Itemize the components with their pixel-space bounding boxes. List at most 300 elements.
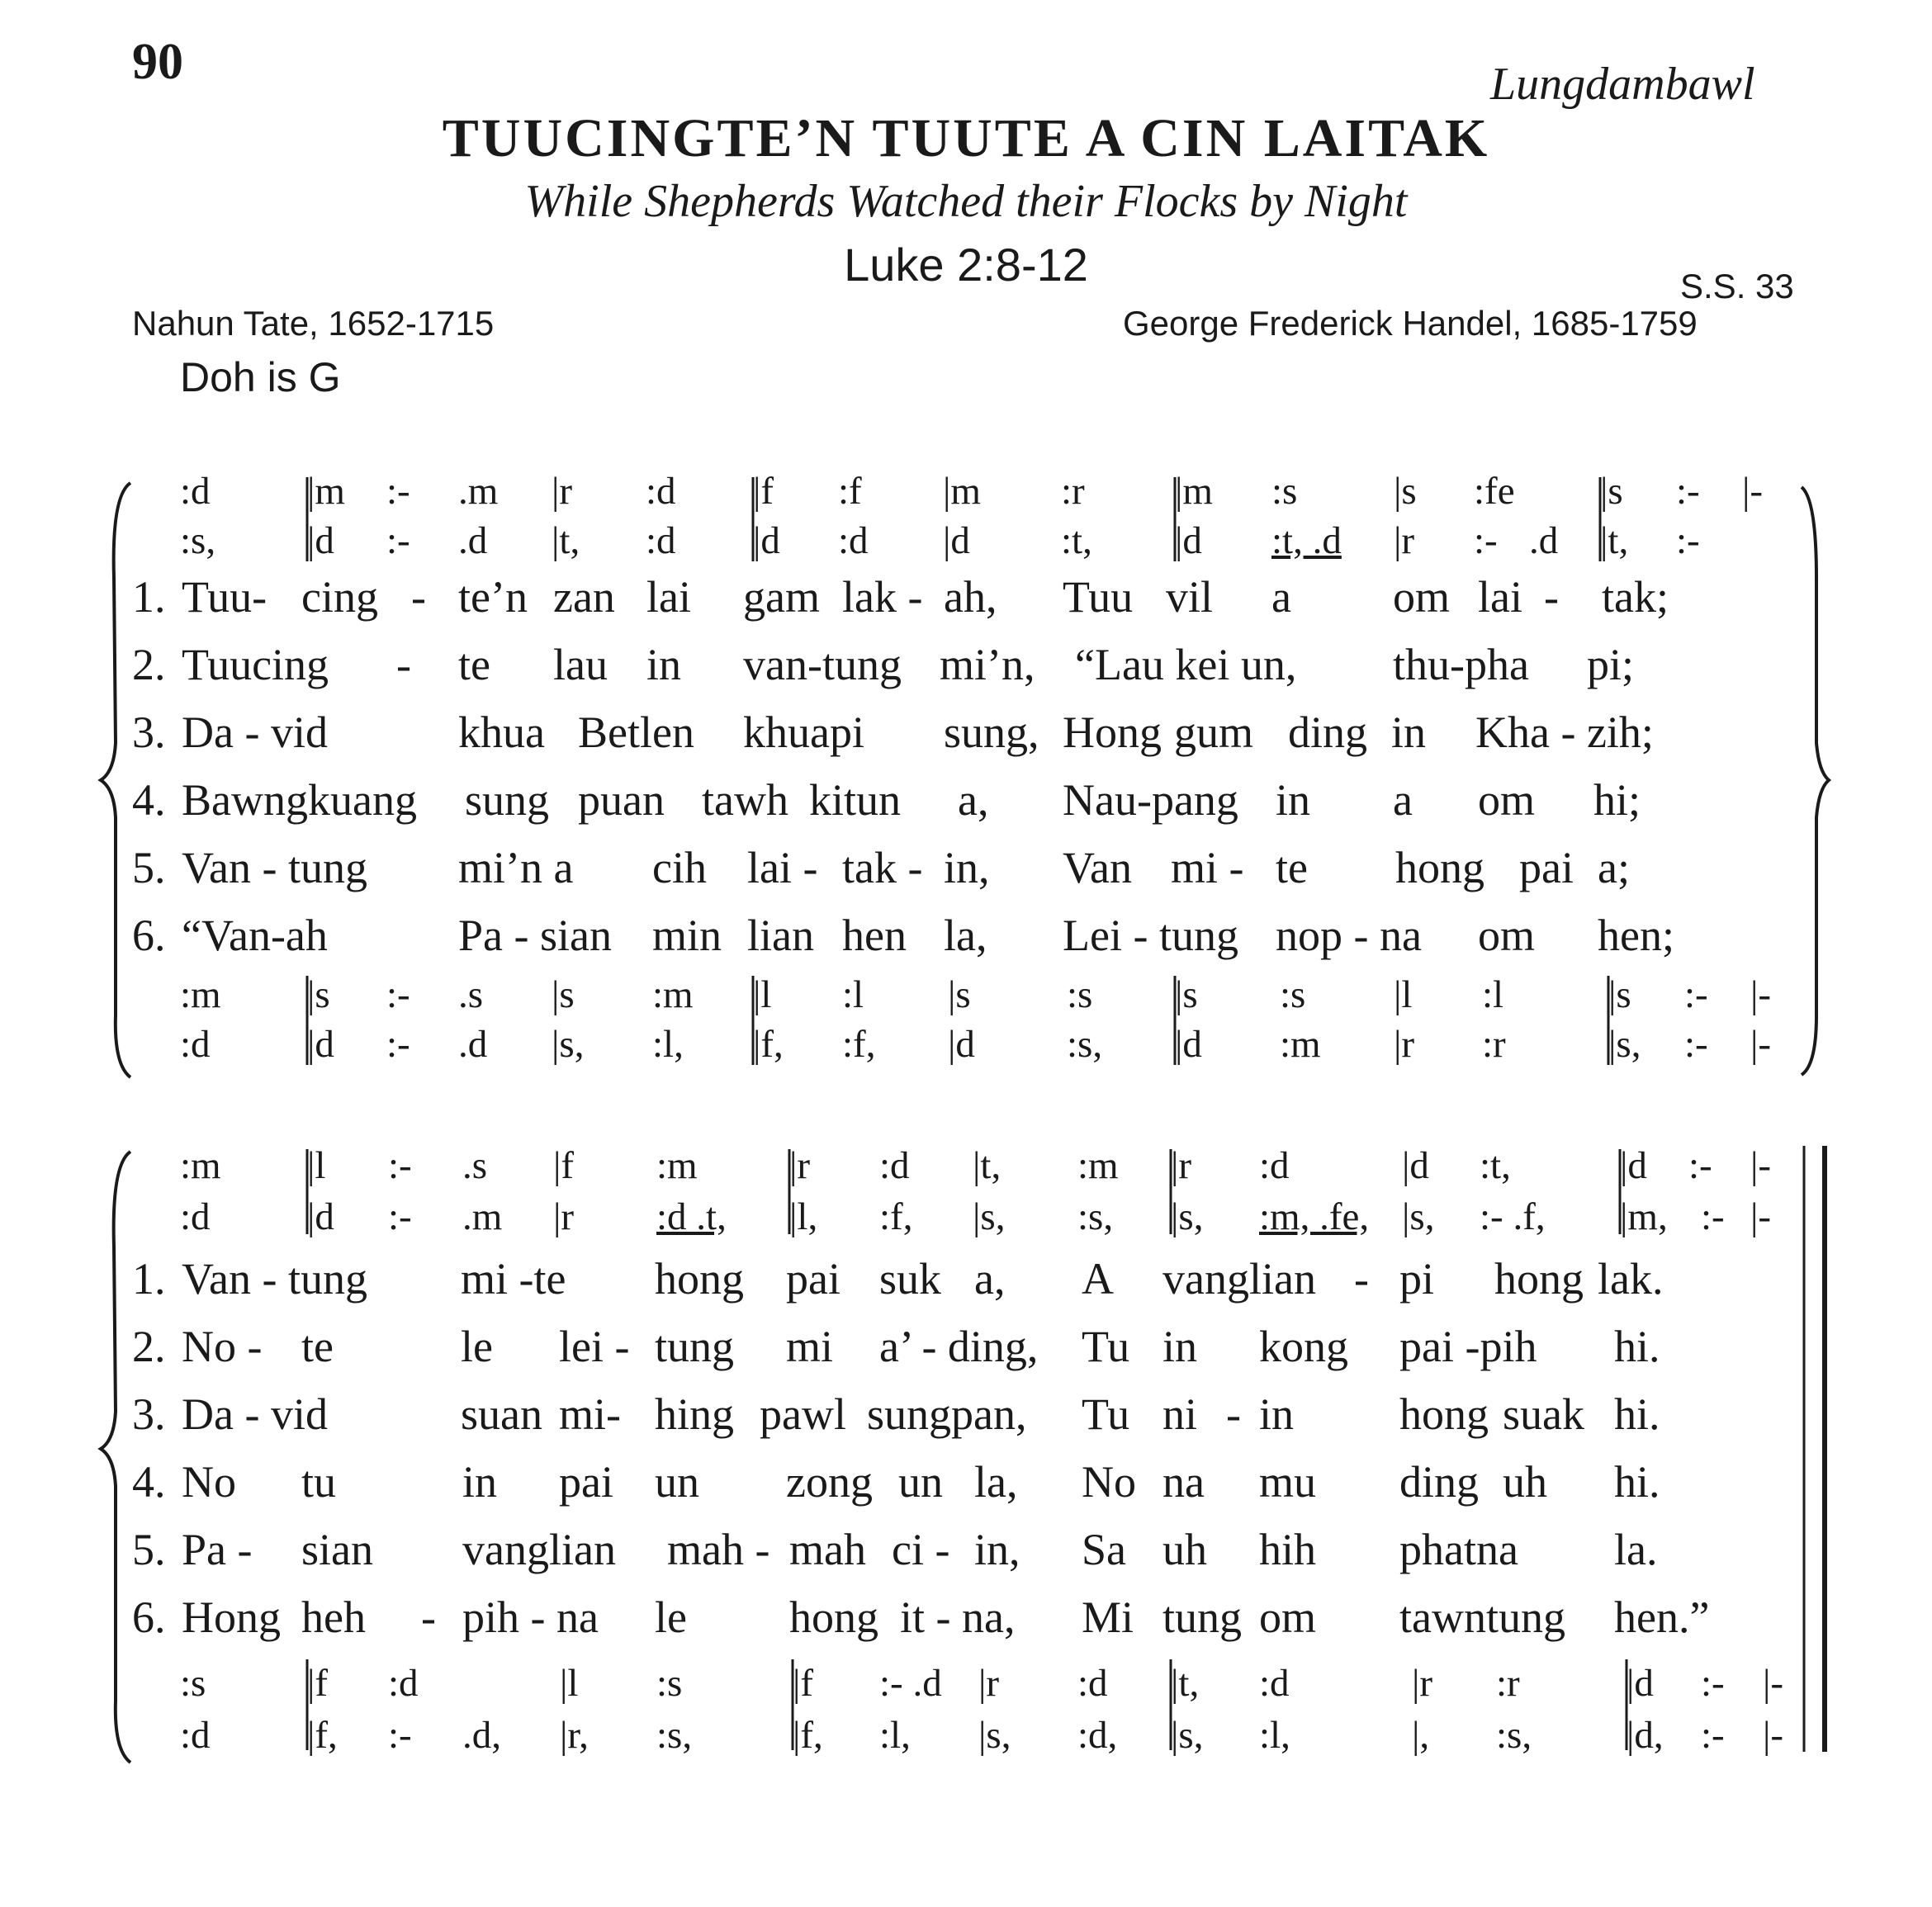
note: |t, <box>552 519 580 562</box>
lyric-word: cih <box>652 843 707 892</box>
note: |r <box>789 1144 811 1187</box>
note: :- <box>388 1195 412 1238</box>
note: :- <box>1701 1195 1725 1238</box>
note: |l <box>560 1662 579 1705</box>
lyric-word: min <box>652 911 722 960</box>
note: |s, <box>1171 1714 1204 1757</box>
lyric-word: mu <box>1259 1457 1317 1507</box>
lyric-word: pai <box>786 1254 841 1304</box>
note: |s, <box>552 1023 585 1066</box>
note: |r <box>553 1195 575 1238</box>
lyric-word: it - na, <box>900 1592 1016 1642</box>
lyric-word: tawh <box>702 775 788 825</box>
lyric-word: vil <box>1166 572 1214 622</box>
lyric-word: a, <box>958 775 989 825</box>
note: |s, <box>1608 1023 1641 1066</box>
note: |s <box>1608 973 1631 1016</box>
lyric-word: mi -te <box>461 1254 566 1304</box>
lyric-word: lai - <box>747 843 818 892</box>
lyric-word: sian <box>301 1525 373 1574</box>
note: :- <box>1676 519 1700 562</box>
right-brace-system1 <box>1802 487 1829 1075</box>
lyric-word: la. <box>1614 1525 1658 1574</box>
lyric-word: ding <box>1288 707 1368 757</box>
lyric-word: pi; <box>1587 640 1635 689</box>
note: :- <box>1684 1023 1708 1066</box>
note: :f, <box>842 1023 876 1066</box>
note: :s, <box>656 1714 693 1757</box>
note: :d .t, <box>656 1195 727 1238</box>
note: :- <box>386 470 410 513</box>
lyric-word: “Van-ah <box>182 911 328 960</box>
lyric-word: om <box>1259 1592 1317 1642</box>
lyric-word: zan <box>553 572 615 622</box>
lyric-word: tu <box>301 1457 337 1507</box>
lyric-word: le <box>461 1322 493 1371</box>
note: :d <box>180 1195 211 1238</box>
lyric-word: ni <box>1163 1389 1198 1439</box>
lyric-word: ah, <box>944 572 997 622</box>
note: :- .f, <box>1480 1195 1546 1238</box>
lyric-word: Da - vid <box>182 1389 328 1439</box>
note: |s <box>552 973 575 1016</box>
note: :- <box>388 1714 412 1757</box>
note: |d <box>307 1195 334 1238</box>
lyric-word: khua <box>458 707 545 757</box>
note: |s, <box>1402 1195 1435 1238</box>
lyric-word: zong <box>786 1457 873 1507</box>
left-brace-system2 <box>101 1152 130 1763</box>
note: :f, <box>879 1195 913 1238</box>
note: |, <box>1412 1714 1430 1757</box>
lyric-word: - <box>396 640 411 689</box>
lyric-word: lai <box>1478 572 1522 622</box>
lyric-word: Hong <box>1063 707 1162 757</box>
note: |d <box>307 519 334 562</box>
lyric-word: in <box>462 1457 498 1507</box>
note: |l <box>753 973 772 1016</box>
lyric-word: a <box>1271 572 1291 622</box>
lyric-word: nop - na <box>1276 911 1422 960</box>
lyric-word: pih - na <box>462 1592 599 1642</box>
note: |s <box>948 973 971 1016</box>
lyric-word: Bawngkuang <box>182 775 417 825</box>
lyric-word: te <box>1276 843 1308 892</box>
lyric-word: om <box>1478 775 1536 825</box>
lyric-word: la, <box>944 911 987 960</box>
note: :- <box>386 519 410 562</box>
note: |r <box>1171 1144 1192 1187</box>
lyric-word: Lei - tung <box>1063 911 1238 960</box>
verse-number: 5. <box>132 843 166 892</box>
verse-number: 5. <box>132 1525 166 1574</box>
note: |- <box>1750 1144 1772 1187</box>
note: .m <box>458 470 499 513</box>
lyric-word: hing <box>655 1389 735 1439</box>
lyric-word: in <box>1259 1389 1295 1439</box>
note: |- <box>1763 1662 1784 1705</box>
lyric-word: lai <box>646 572 691 622</box>
lyric-word: uh <box>1163 1525 1207 1574</box>
lyric-word: Van - tung <box>182 843 367 892</box>
lyric-word: No - <box>182 1322 263 1371</box>
note: :- .d <box>879 1662 942 1705</box>
lyric-word: - <box>1544 572 1559 622</box>
note: :- <box>1688 1144 1712 1187</box>
note: :s, <box>1067 1023 1103 1066</box>
lyric-word: om <box>1393 572 1451 622</box>
note: |s, <box>978 1714 1011 1757</box>
lyric-word: Mi <box>1082 1592 1134 1642</box>
composer: George Frederick Handel, 1685-1759 <box>1123 304 1698 343</box>
lyric-word: a’ - ding, <box>879 1322 1039 1371</box>
lyric-word: hen <box>842 911 907 960</box>
note: :r <box>1061 470 1085 513</box>
lyric-word: van-tung <box>743 640 902 689</box>
note: |- <box>1750 1023 1772 1066</box>
lyric-word: sung, <box>944 707 1039 757</box>
note: :t, .d <box>1271 519 1342 562</box>
lyric-word: kong <box>1259 1322 1348 1371</box>
lyric-word: Tu <box>1082 1322 1130 1371</box>
note: :s, <box>1077 1195 1114 1238</box>
note: :m <box>656 1144 698 1187</box>
scripture-reference: Luke 2:8-12 <box>844 239 1088 291</box>
lyric-word: hi. <box>1614 1322 1660 1371</box>
note: :d <box>180 1023 211 1066</box>
lyric-word: in <box>1163 1322 1198 1371</box>
verse-number: 2. <box>132 1322 166 1371</box>
left-brace-system1 <box>101 483 130 1077</box>
lyric-word: hong <box>1494 1254 1584 1304</box>
verse-number: 2. <box>132 640 166 689</box>
note: :m, .fe, <box>1259 1195 1370 1238</box>
lyric-word: mah - <box>667 1525 770 1574</box>
lyric-word: mi’n a <box>458 843 574 892</box>
note: :d <box>646 519 676 562</box>
lyric-word: vanglian <box>1163 1254 1316 1304</box>
lyric-word: Betlen <box>578 707 694 757</box>
note: .d <box>1529 519 1559 562</box>
verse-number: 4. <box>132 775 166 825</box>
lyric-word: No <box>1082 1457 1136 1507</box>
lyric-word: tung <box>655 1322 735 1371</box>
lyric-word: mi - <box>1171 843 1244 892</box>
lyric-word: in, <box>944 843 990 892</box>
lyric-word: ding <box>1399 1457 1480 1507</box>
lyric-word: la, <box>974 1457 1018 1507</box>
lyric-word: pi <box>1399 1254 1435 1304</box>
note: :f <box>838 470 862 513</box>
lyric-word: phatna <box>1399 1525 1518 1574</box>
lyric-word: heh <box>301 1592 366 1642</box>
lyric-word: hi; <box>1593 775 1641 825</box>
note: |m, <box>1620 1195 1668 1238</box>
note: |d <box>307 1023 334 1066</box>
verse-number: 3. <box>132 707 166 757</box>
note: |f, <box>307 1714 338 1757</box>
note: :l <box>842 973 864 1016</box>
lyric-word: - <box>1226 1389 1241 1439</box>
note: |s <box>1175 973 1198 1016</box>
note: |s <box>1394 470 1417 513</box>
lyric-word: Pa - <box>182 1525 253 1574</box>
lyric-word: lau <box>553 640 608 689</box>
note: |d <box>753 519 780 562</box>
note: :l, <box>879 1714 911 1757</box>
hymn-category: Lungdambawl <box>1490 59 1755 110</box>
note: :m <box>1280 1023 1321 1066</box>
key-signature: Doh is G <box>180 354 341 400</box>
lyric-word: hong <box>1395 843 1485 892</box>
lyric-word: - <box>1354 1254 1369 1304</box>
note: :- <box>1701 1662 1725 1705</box>
note: |r <box>552 470 573 513</box>
note: |r <box>1394 519 1415 562</box>
lyric-word: cing <box>301 572 378 622</box>
note: |r <box>1394 1023 1415 1066</box>
note: :s <box>180 1662 206 1705</box>
lyric-word: hih <box>1259 1525 1317 1574</box>
verse-number: 4. <box>132 1457 166 1507</box>
note: :fe <box>1474 470 1515 513</box>
note: .s <box>462 1144 488 1187</box>
note: :l, <box>652 1023 684 1066</box>
lyric-word: Tuucing <box>182 640 329 689</box>
note: :m <box>180 973 221 1016</box>
note: |f <box>553 1144 575 1187</box>
note: |- <box>1763 1714 1784 1757</box>
lyric-word: in <box>1391 707 1427 757</box>
note: :d <box>388 1662 419 1705</box>
lyric-word: Pa - sian <box>458 911 612 960</box>
note: :d <box>180 1714 211 1757</box>
note: :- <box>386 973 410 1016</box>
note: |s, <box>973 1195 1006 1238</box>
note: |d <box>948 1023 975 1066</box>
lyric-word: mah <box>789 1525 866 1574</box>
lyric-word: hi. <box>1614 1389 1660 1439</box>
lyric-word: suak <box>1503 1389 1584 1439</box>
lyric-word: puan <box>578 775 665 825</box>
lyric-word: hong <box>789 1592 878 1642</box>
note: |- <box>1742 470 1764 513</box>
lyric-word: sungpan, <box>867 1389 1027 1439</box>
note: |t, <box>973 1144 1002 1187</box>
note: :s <box>1280 973 1306 1016</box>
note: :- <box>1676 470 1700 513</box>
lyric-word: te <box>301 1322 334 1371</box>
lyric-word: tak - <box>842 843 923 892</box>
note: :d <box>838 519 869 562</box>
lyric-word: om <box>1478 911 1536 960</box>
note: |d <box>1620 1144 1647 1187</box>
note: |s, <box>1171 1195 1204 1238</box>
note: :d <box>1259 1662 1290 1705</box>
note: :s, <box>1496 1714 1532 1757</box>
lyric-word: - <box>411 572 426 622</box>
note: |- <box>1750 973 1772 1016</box>
note: :d <box>646 470 676 513</box>
note: |f, <box>793 1714 823 1757</box>
note: :r <box>1496 1662 1520 1705</box>
note: :s, <box>180 519 216 562</box>
note: :r <box>1482 1023 1506 1066</box>
note: |t, <box>1600 519 1629 562</box>
lyric-word: hong <box>1399 1389 1489 1439</box>
hymn-number: 90 <box>132 34 183 90</box>
note: :t, <box>1061 519 1092 562</box>
lyric-word: thu-pha <box>1393 640 1529 689</box>
lyric-word: a, <box>974 1254 1006 1304</box>
lyric-word: No <box>182 1457 236 1507</box>
lyric-word: pai <box>1519 843 1574 892</box>
lyric-word: mi- <box>559 1389 621 1439</box>
lyric-word: un <box>655 1457 699 1507</box>
lyric-word: a <box>1393 775 1413 825</box>
note: |m <box>1175 470 1213 513</box>
lyric-word: in <box>646 640 682 689</box>
lyric-word: lak - <box>842 572 923 622</box>
note: :d, <box>1077 1714 1118 1757</box>
lyric-word: hen; <box>1598 911 1674 960</box>
note: :d <box>879 1144 910 1187</box>
note: .m <box>462 1195 503 1238</box>
note: .d <box>458 1023 488 1066</box>
lyric-word: Van <box>1063 843 1132 892</box>
note: |l <box>307 1144 326 1187</box>
note: |d <box>1627 1662 1654 1705</box>
note: |f <box>793 1662 814 1705</box>
note: |- <box>1750 1195 1772 1238</box>
lyric-word: gam <box>743 572 820 622</box>
lyric-word: - <box>421 1592 436 1642</box>
lyric-word: vanglian <box>462 1525 616 1574</box>
lyric-word: Tuu <box>1063 572 1134 622</box>
lyric-word: Tuu- <box>182 572 268 622</box>
note: |d <box>1402 1144 1429 1187</box>
lyric-word: mi <box>786 1322 834 1371</box>
lyric-word: na <box>1163 1457 1205 1507</box>
lyric-word: gum <box>1174 707 1254 757</box>
note: |t, <box>1171 1662 1200 1705</box>
note: |f <box>307 1662 329 1705</box>
verse-number: 6. <box>132 1592 166 1642</box>
lyric-word: suk <box>879 1254 942 1304</box>
note: |m <box>307 470 345 513</box>
note: :m <box>1077 1144 1119 1187</box>
lyric-word: sung <box>465 775 550 825</box>
hymn-title: TUUCINGTE’N TUUTE A CIN LAITAK <box>442 108 1490 168</box>
lyric-word: Kha - zih; <box>1475 707 1654 757</box>
note: :- <box>1474 519 1498 562</box>
note: :d <box>1077 1662 1108 1705</box>
note: |l, <box>789 1195 818 1238</box>
note: |r <box>978 1662 1000 1705</box>
lyric-word: pai <box>559 1457 613 1507</box>
lyric-word: uh <box>1503 1457 1547 1507</box>
note: :s <box>1271 470 1298 513</box>
note: .s <box>458 973 484 1016</box>
note: :- <box>1684 973 1708 1016</box>
lyric-word: Da - vid <box>182 707 328 757</box>
note: |l <box>1394 973 1413 1016</box>
lyric-word: ci - <box>892 1525 950 1574</box>
lyric-word: Nau-pang <box>1063 775 1238 825</box>
note: |d <box>1175 1023 1202 1066</box>
lyric-word: mi’n, <box>940 640 1035 689</box>
note: :s <box>1067 973 1093 1016</box>
lyric-word: tung <box>1163 1592 1243 1642</box>
verse-number: 1. <box>132 572 166 622</box>
note: :l, <box>1259 1714 1290 1757</box>
lyric-word: le <box>655 1592 687 1642</box>
verse-number: 3. <box>132 1389 166 1439</box>
hymn-subtitle: While Shepherds Watched their Flocks by Night <box>524 176 1408 227</box>
note: |d <box>943 519 970 562</box>
lyric-word: Sa <box>1082 1525 1126 1574</box>
lyric-word: Tu <box>1082 1389 1130 1439</box>
lyric-word: te <box>458 640 490 689</box>
lyric-word: tak; <box>1602 572 1669 622</box>
lyric-word: te’n <box>458 572 528 622</box>
lyric-word: A <box>1082 1254 1114 1304</box>
note: :m <box>180 1144 221 1187</box>
lyric-word: tawntung <box>1399 1592 1565 1642</box>
note: |m <box>943 470 981 513</box>
lyric-word: Van - tung <box>182 1254 367 1304</box>
note: |r <box>1412 1662 1433 1705</box>
note: |s <box>307 973 330 1016</box>
lyric-word: pawl <box>760 1389 846 1439</box>
verse-number: 1. <box>132 1254 166 1304</box>
lyric-word: hong <box>655 1254 744 1304</box>
lyric-word: suan <box>461 1389 542 1439</box>
note: :s <box>656 1662 683 1705</box>
lyricist: Nahun Tate, 1652-1715 <box>132 304 495 343</box>
verse-number: 6. <box>132 911 166 960</box>
note: :- <box>388 1144 412 1187</box>
note: |f, <box>753 1023 784 1066</box>
lyric-word: in, <box>974 1525 1020 1574</box>
lyric-word: lak. <box>1598 1254 1664 1304</box>
note: |r, <box>560 1714 589 1757</box>
lyric-word: hi. <box>1614 1457 1660 1507</box>
note: |s <box>1600 470 1623 513</box>
note: :d <box>1259 1144 1290 1187</box>
lyric-word: hen.” <box>1614 1592 1710 1642</box>
tune-reference: S.S. 33 <box>1680 267 1794 305</box>
note: :l <box>1482 973 1504 1016</box>
note: :- <box>386 1023 410 1066</box>
note: |f <box>753 470 774 513</box>
note: :- <box>1701 1714 1725 1757</box>
note: |d, <box>1627 1714 1664 1757</box>
lyric-word: lian <box>747 911 814 960</box>
note: :d <box>180 470 211 513</box>
lyric-word: in <box>1276 775 1311 825</box>
lyric-word: kitun <box>809 775 902 825</box>
lyric-word: Hong <box>182 1592 281 1642</box>
lyric-word: a; <box>1598 843 1630 892</box>
lyric-word: “Lau kei un, <box>1075 640 1297 689</box>
lyric-word: khuapi <box>743 707 864 757</box>
note: :m <box>652 973 694 1016</box>
lyric-word: un <box>898 1457 943 1507</box>
lyric-word: lei - <box>559 1322 630 1371</box>
note: :t, <box>1480 1144 1511 1187</box>
note: .d <box>458 519 488 562</box>
